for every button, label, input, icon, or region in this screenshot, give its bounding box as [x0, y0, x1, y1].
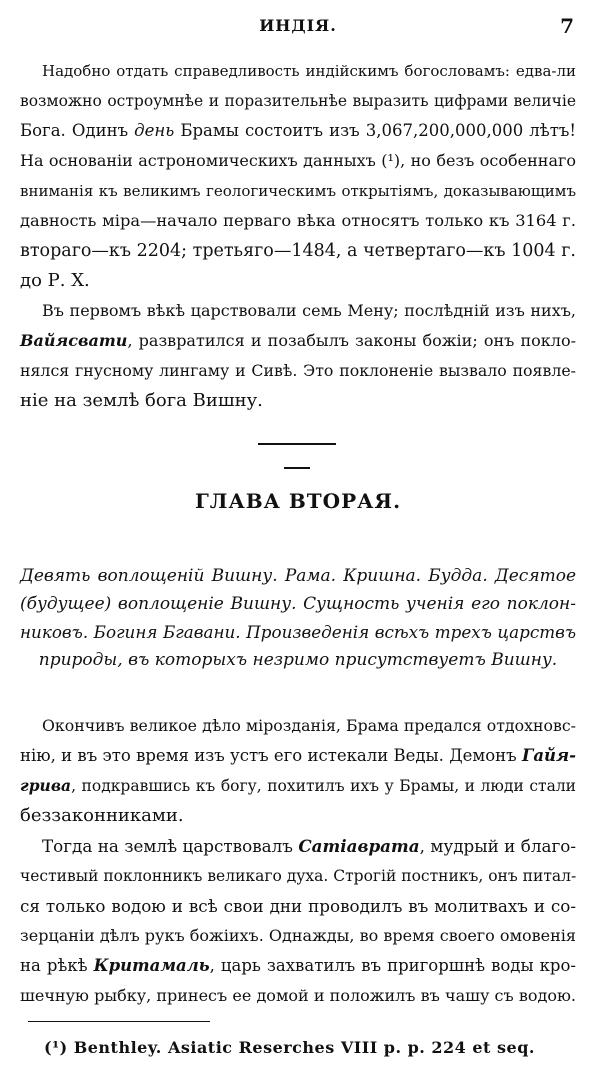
chapter-summary-line4: природы, въ которыхъ незримо присутствуетъ Вишну. [38, 650, 558, 670]
para3-line2-pre: нію, и въ это время изъ устъ его истекали Веды. Демонъ [20, 746, 522, 765]
para1-line4: На основаніи астрономическихъ данныхъ (¹), но безъ особеннаго [20, 151, 576, 170]
para4-line5 [20, 955, 576, 977]
para1-line8: до Р. Х. [20, 270, 90, 291]
para4-line3: ся только водою и всѣ свои дни проводилъ въ молитвахъ и со- [20, 896, 576, 916]
running-header [20, 16, 576, 40]
name-satiavrata: Сатіаврата [298, 836, 420, 856]
chapter-heading: ГЛАВА ВТОРАЯ. [194, 489, 402, 513]
para3-line3-post: , подкравшись къ богу, похитилъ ихъ у Брамы, и люди стали [71, 777, 576, 795]
running-title: ИНДІЯ. [259, 16, 337, 35]
section-rule-long [258, 443, 336, 445]
para1-line5: вниманія къ великимъ геологическимъ открытіямъ, доказывающимъ [20, 182, 576, 200]
chapter-summary-line2: (будущее) воплощеніе Вишну. Сущность ученія его поклон- [20, 594, 576, 614]
name-kritamal: Критамаль [93, 956, 210, 975]
para2-line2 [20, 330, 576, 352]
name-vaiyasvati: Вайясвати [20, 331, 128, 350]
chapter-summary-line1: Девять воплощеній Вишну. Рама. Кришна. Будда. Десятое [20, 566, 576, 586]
page-number: 7 [560, 14, 574, 38]
para3-line4: беззаконниками. [20, 805, 184, 826]
para1-line7: втораго—къ 2204; третьяго—1484, а четвертаго—къ 1004 г. [20, 241, 576, 261]
section-rule-short [284, 467, 310, 469]
para1-line2: возможно остроумнѣе и поразительнѣе выразить цифрами величіе [20, 92, 576, 110]
para1-line1: Надобно отдать справедливость индійскимъ богословамъ: едва-ли [42, 62, 576, 80]
para2-line1: Въ первомъ вѣкѣ царствовали семь Мену; послѣдній изъ нихъ, [42, 301, 576, 320]
para4-line5-post: , царь захватилъ въ пригоршнѣ воды кро- [209, 956, 576, 975]
para3-line2 [20, 745, 576, 767]
para2-line2-post: , развратился и позабылъ законы божіи; онъ покло- [127, 331, 576, 350]
para1-line3 [20, 120, 576, 142]
para4-line5-pre: на рѣкѣ [20, 956, 94, 975]
para4-line1 [42, 835, 576, 857]
para1-line3-post: Брамы состоитъ изъ 3,067,200,000,000 лѣтъ! [174, 121, 576, 140]
para4-line6: шечную рыбку, принесъ ее домой и положилъ въ чашу съ водою. [20, 986, 576, 1005]
para4-line1-pre: Тогда на землѣ царствовалъ [42, 836, 299, 856]
chapter-summary-line3: никовъ. Богиня Бгавани. Произведенія всѣхъ трехъ царствъ [20, 622, 576, 642]
name-gaiyagriva-part2: грива [20, 776, 72, 795]
para4-line4: зерцаніи дѣлъ рукъ божіихъ. Однажды, во время своего омовенія [20, 926, 576, 945]
para1-line3-pre: Бога. Одинъ [20, 121, 135, 140]
footnote: (¹) Benthley. Asiatic Reserches VIII p. p. 224 et seq. [44, 1038, 535, 1057]
name-gaiyagriva-part1: Гайя- [521, 746, 576, 765]
para1-line6: давность міра—начало перваго вѣка относятъ только къ 3164 г. [20, 211, 576, 230]
emphasis-day: день [134, 121, 175, 140]
para2-line3: нялся гнусному лингаму и Сивѣ. Это поклоненіе вызвало появле- [20, 361, 576, 380]
para2-line4: ніе на землѣ бога Вишну. [20, 390, 263, 411]
para3-line3 [20, 775, 576, 797]
para4-line2: честивый поклонникъ великаго духа. Строгій постникъ, онъ питал- [20, 867, 577, 885]
footnote-rule [28, 1021, 210, 1022]
para3-line1: Окончивъ великое дѣло мірозданія, Брама предался отдохновс- [42, 716, 576, 735]
para4-line1-post: , мудрый и благо- [419, 836, 576, 856]
